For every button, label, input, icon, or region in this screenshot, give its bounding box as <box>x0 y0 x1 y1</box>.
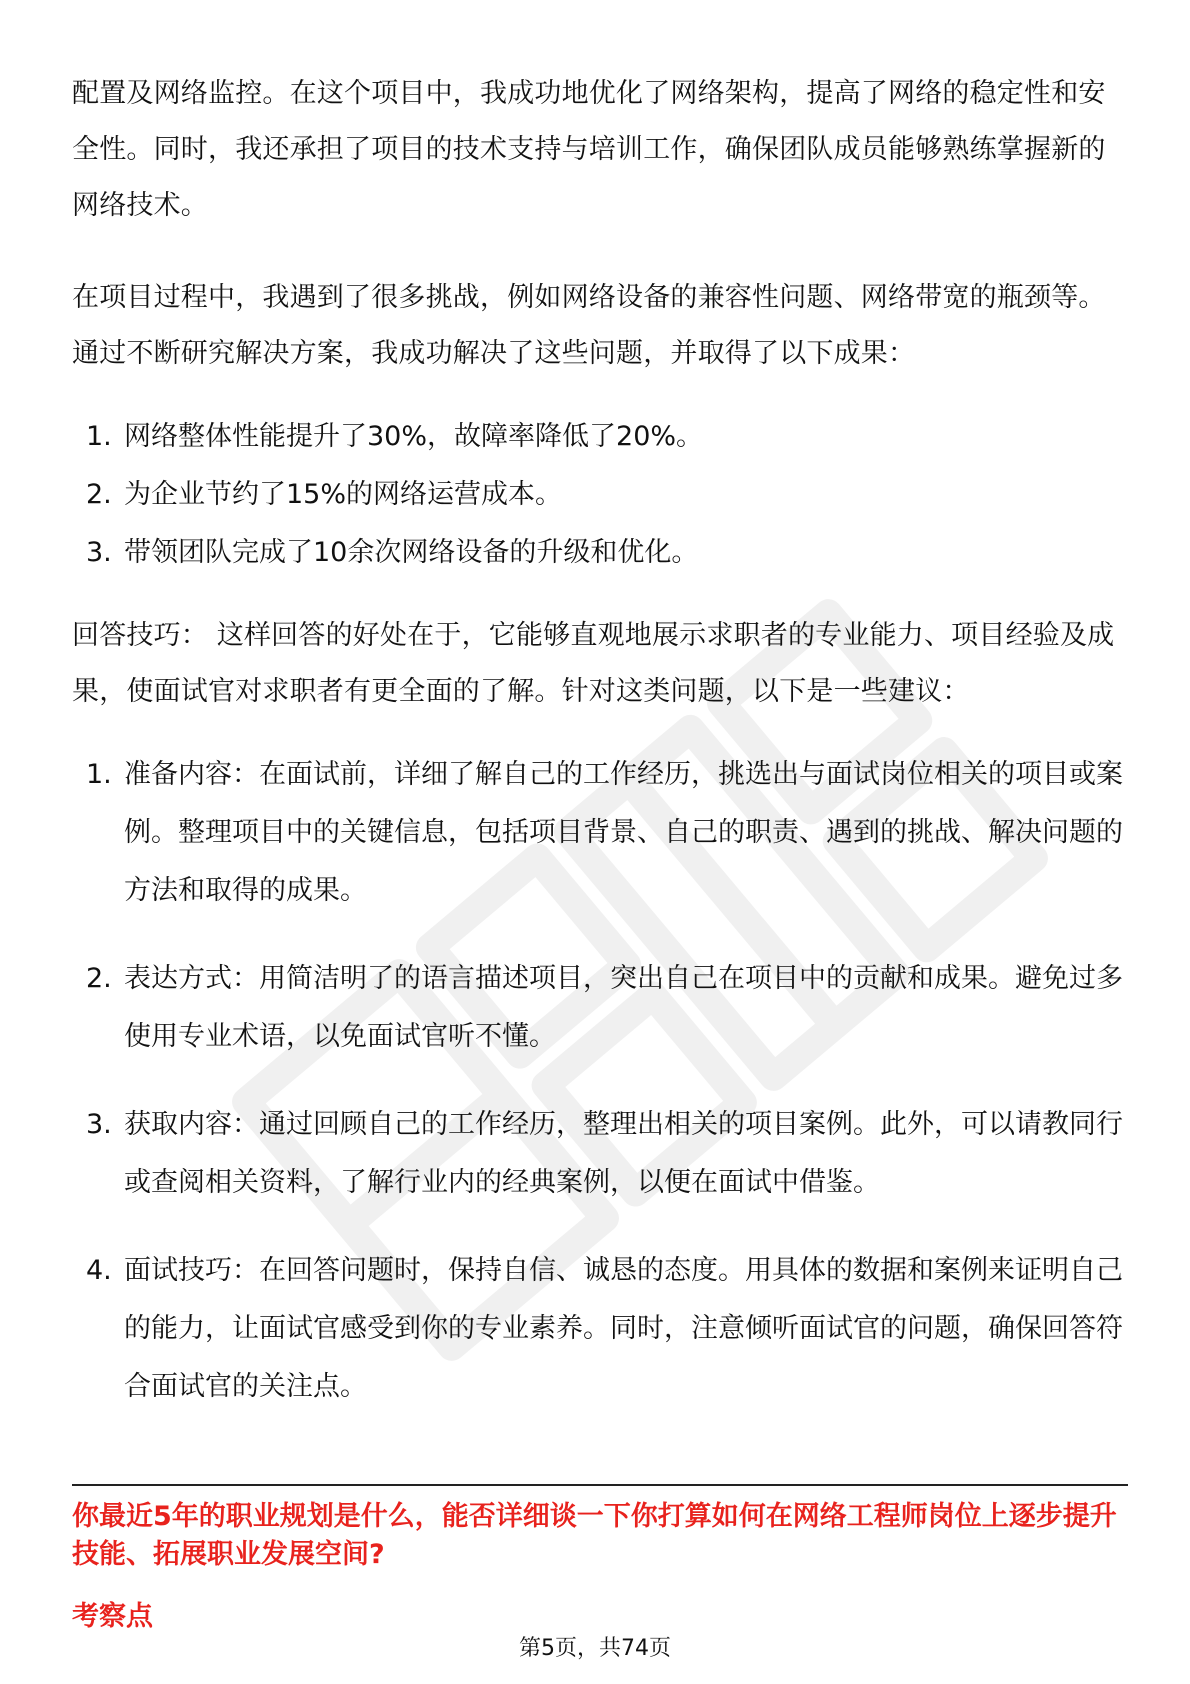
paragraph-answer-tips: 回答技巧： 这样回答的好处在于，它能够直观地展示求职者的专业能力、项目经验及成果，使面试官对求职者有更全面的了解。针对这类问题，以下是一些建议： <box>72 620 1115 707</box>
list-number: 3. <box>86 537 112 568</box>
list-item <box>72 466 1132 524</box>
tips-list <box>72 746 1132 1416</box>
exam-point-label: 考察点 <box>72 1601 153 1632</box>
list-item-text: 网络整体性能提升了30%，故障率降低了20%。 <box>124 421 704 452</box>
list-item-text: 获取内容：通过回顾自己的工作经历，整理出相关的项目案例。此外，可以请教同行或查阅相关资料，了解行业内的经典案例，以便在面试中借鉴。 <box>124 1109 1123 1198</box>
list-item <box>72 950 1132 1066</box>
list-item <box>72 408 1132 466</box>
page-number: 第5页，共74页 <box>519 1636 671 1661</box>
results-list <box>72 408 1132 582</box>
content-area <box>72 66 1132 1416</box>
next-question-heading: 你最近5年的职业规划是什么，能否详细谈一下你打算如何在网络工程师岗位上逐步提升技能、拓展职业发展空间? <box>72 1501 1117 1570</box>
paragraph-project-summary: 配置及网络监控。在这个项目中，我成功地优化了网络架构，提高了网络的稳定性和安全性。同时，我还承担了项目的技术支持与培训工作，确保团队成员能够熟练掌握新的网络技术。 <box>72 78 1106 221</box>
list-number: 1. <box>86 421 112 452</box>
list-item-text: 表达方式：用简洁明了的语言描述项目，突出自己在项目中的贡献和成果。避免过多使用专业术语，以免面试官听不懂。 <box>124 963 1123 1052</box>
list-item <box>72 1242 1132 1416</box>
list-number: 4. <box>86 1255 112 1286</box>
list-item-text: 准备内容：在面试前，详细了解自己的工作经历，挑选出与面试岗位相关的项目或案例。整理项目中的关键信息，包括项目背景、自己的职责、遇到的挑战、解决问题的方法和取得的成果。 <box>124 759 1123 906</box>
list-number: 2. <box>86 963 112 994</box>
list-number: 1. <box>86 759 112 790</box>
section-divider <box>72 1484 1128 1486</box>
list-item <box>72 1096 1132 1212</box>
list-item-text: 为企业节约了15%的网络运营成本。 <box>124 479 563 510</box>
list-item <box>72 746 1132 920</box>
list-item-text: 带领团队完成了10余次网络设备的升级和优化。 <box>124 537 699 568</box>
list-item <box>72 524 1132 582</box>
list-number: 2. <box>86 479 112 510</box>
paragraph-challenges: 在项目过程中，我遇到了很多挑战，例如网络设备的兼容性问题、网络带宽的瓶颈等。通过不断研究解决方案，我成功解决了这些问题，并取得了以下成果： <box>72 282 1106 369</box>
list-number: 3. <box>86 1109 112 1140</box>
list-item-text: 面试技巧：在回答问题时，保持自信、诚恳的态度。用具体的数据和案例来证明自己的能力，让面试官感受到你的专业素养。同时，注意倾听面试官的问题，确保回答符合面试官的关注点。 <box>124 1255 1123 1402</box>
